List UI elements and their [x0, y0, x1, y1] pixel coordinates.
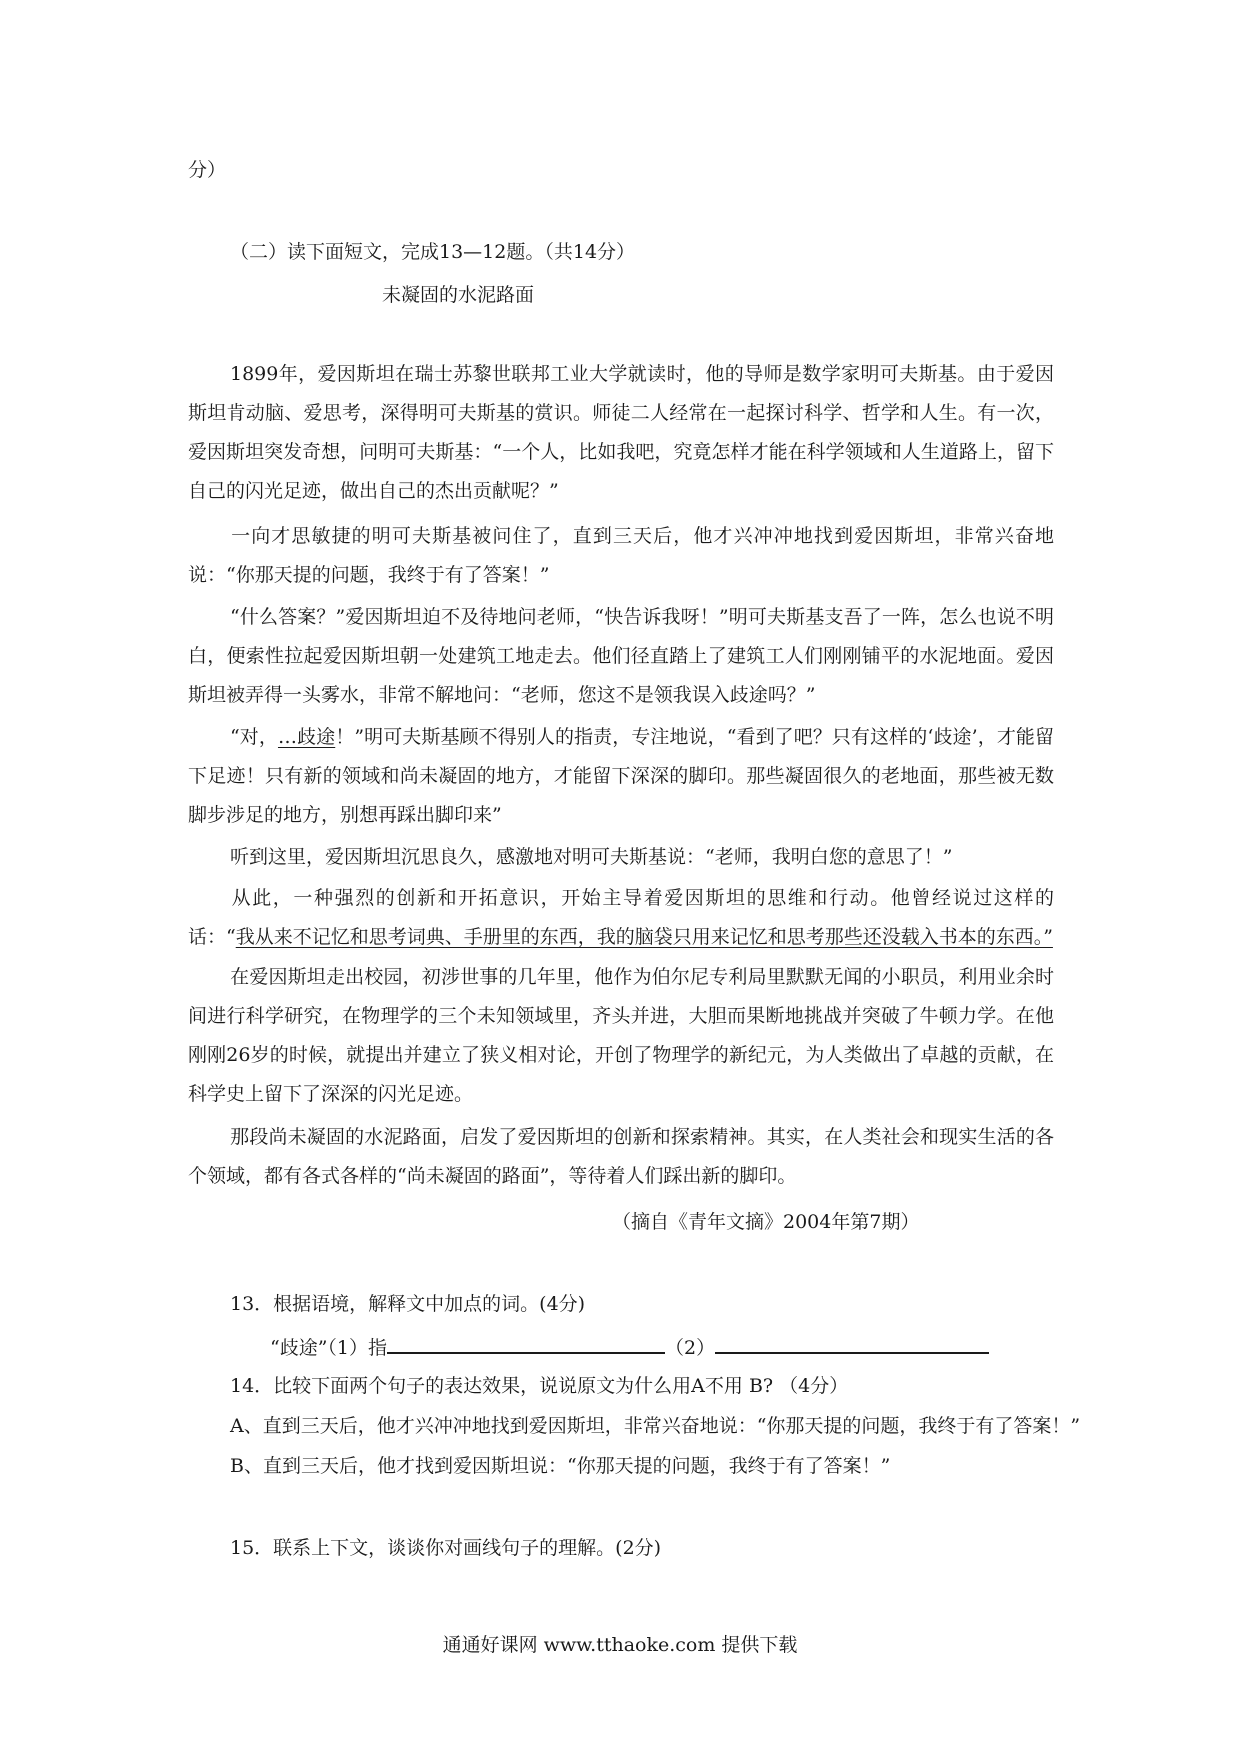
question-13-answer-row: “歧途”（1）指 （2）: [270, 1332, 989, 1360]
source-citation: （摘自《青年文摘》2004年第7期）: [612, 1211, 920, 1233]
paragraph-2: 一向才思敏捷的明可夫斯基被问住了，直到三天后，他才兴冲冲地找到爱因斯坦，非常兴奋地说：“你那天提的问题，我终于有了答案！”: [188, 525, 1054, 586]
question-14: 14．比较下面两个句子的表达效果，说说原文为什么用A不用 B? （4分）: [230, 1375, 849, 1397]
paragraph-7: 在爱因斯坦走出校园，初涉世事的几年里，他作为伯尔尼专利局里默默无闻的小职员，利用业余时间进行科学研究，在物理学的三个未知领域里，齐头并进，大胆而果断地挑战并突破了牛顿力学。在他刚刚26岁的时候，就提出并建立了狭义相对论，开创了物理学的新纪元，为人类做出了卓越的贡献，在科学史上留下了深深的闪光足迹。: [188, 966, 1054, 1105]
question-13: 13．根据语境，解释文中加点的词。(4分): [230, 1293, 586, 1315]
header-fragment: 分）: [188, 159, 227, 181]
paragraph-5: 听到这里，爱因斯坦沉思良久，感激地对明可夫斯基说：“老师，我明白您的意思了！”: [230, 846, 953, 868]
section-heading: （二）读下面短文，完成13—12题。（共14分）: [230, 241, 636, 263]
paragraph-3: “什么答案？”爱因斯坦迫不及待地问老师，“快告诉我呀！”明可夫斯基支吾了一阵，怎么也说不明白，便索性拉起爱因斯坦朝一处建筑工地走去。他们径直踏上了建筑工人们刚刚铺平的水泥地面。爱因斯坦被弄得一头雾水，非常不解地问：“老师，您这不是领我误入歧途吗？”: [188, 606, 1054, 706]
footer-credit: 通通好课网 www.tthaoke.com 提供下载: [442, 1634, 798, 1656]
paragraph-1: 1899年，爱因斯坦在瑞士苏黎世联邦工业大学就读时，他的导师是数学家明可夫斯基。由于爱因斯坦肯动脑、爱思考，深得明可夫斯基的赏识。师徒二人经常在一起探讨科学、哲学和人生。有一次，爱因斯坦突发奇想，问明可夫斯基：“一个人，比如我吧，究竟怎样才能在科学领域和人生道路上，留下自己的闪光足迹，做出自己的杰出贡献呢？”: [188, 363, 1054, 502]
underlined-term: …歧途: [277, 726, 336, 748]
paragraph-6: 从此，一种强烈的创新和开拓意识，开始主导着爱因斯坦的思维和行动。他曾经说过这样的话：“我从来不记忆和思考词典、手册里的东西，我的脑袋只用来记忆和思考那些还没载入书本的东西。”: [188, 887, 1054, 948]
passage-title: 未凝固的水泥路面: [382, 284, 535, 306]
question-14-option-b: B、直到三天后，他才找到爱因斯坦说：“你那天提的问题，我终于有了答案！”: [230, 1455, 891, 1477]
answer-blank-2[interactable]: [715, 1332, 989, 1354]
underlined-sentence: 我从来不记忆和思考词典、手册里的东西，我的脑袋只用来记忆和思考那些还没载入书本的东西。”: [235, 926, 1053, 948]
answer-blank-1[interactable]: [387, 1332, 665, 1354]
paragraph-4: “对，…歧途！”明可夫斯基顾不得别人的指责，专注地说，“看到了吧？只有这样的‘歧途’，才能留下足迹！只有新的领域和尚未凝固的地方，才能留下深深的脚印。那些凝固很久的老地面，那些被无数脚步涉足的地方，别想再踩出脚印来”: [188, 726, 1054, 826]
question-14-option-a: A、直到三天后，他才兴冲冲地找到爱因斯坦，非常兴奋地说：“你那天提的问题，我终于有了答案！”: [230, 1415, 1081, 1437]
question-15: 15．联系上下文，谈谈你对画线句子的理解。(2分): [230, 1537, 662, 1559]
paragraph-8: 那段尚未凝固的水泥路面，启发了爱因斯坦的创新和探索精神。其实，在人类社会和现实生活的各个领域，都有各式各样的“尚未凝固的路面”，等待着人们踩出新的脚印。: [188, 1126, 1054, 1187]
